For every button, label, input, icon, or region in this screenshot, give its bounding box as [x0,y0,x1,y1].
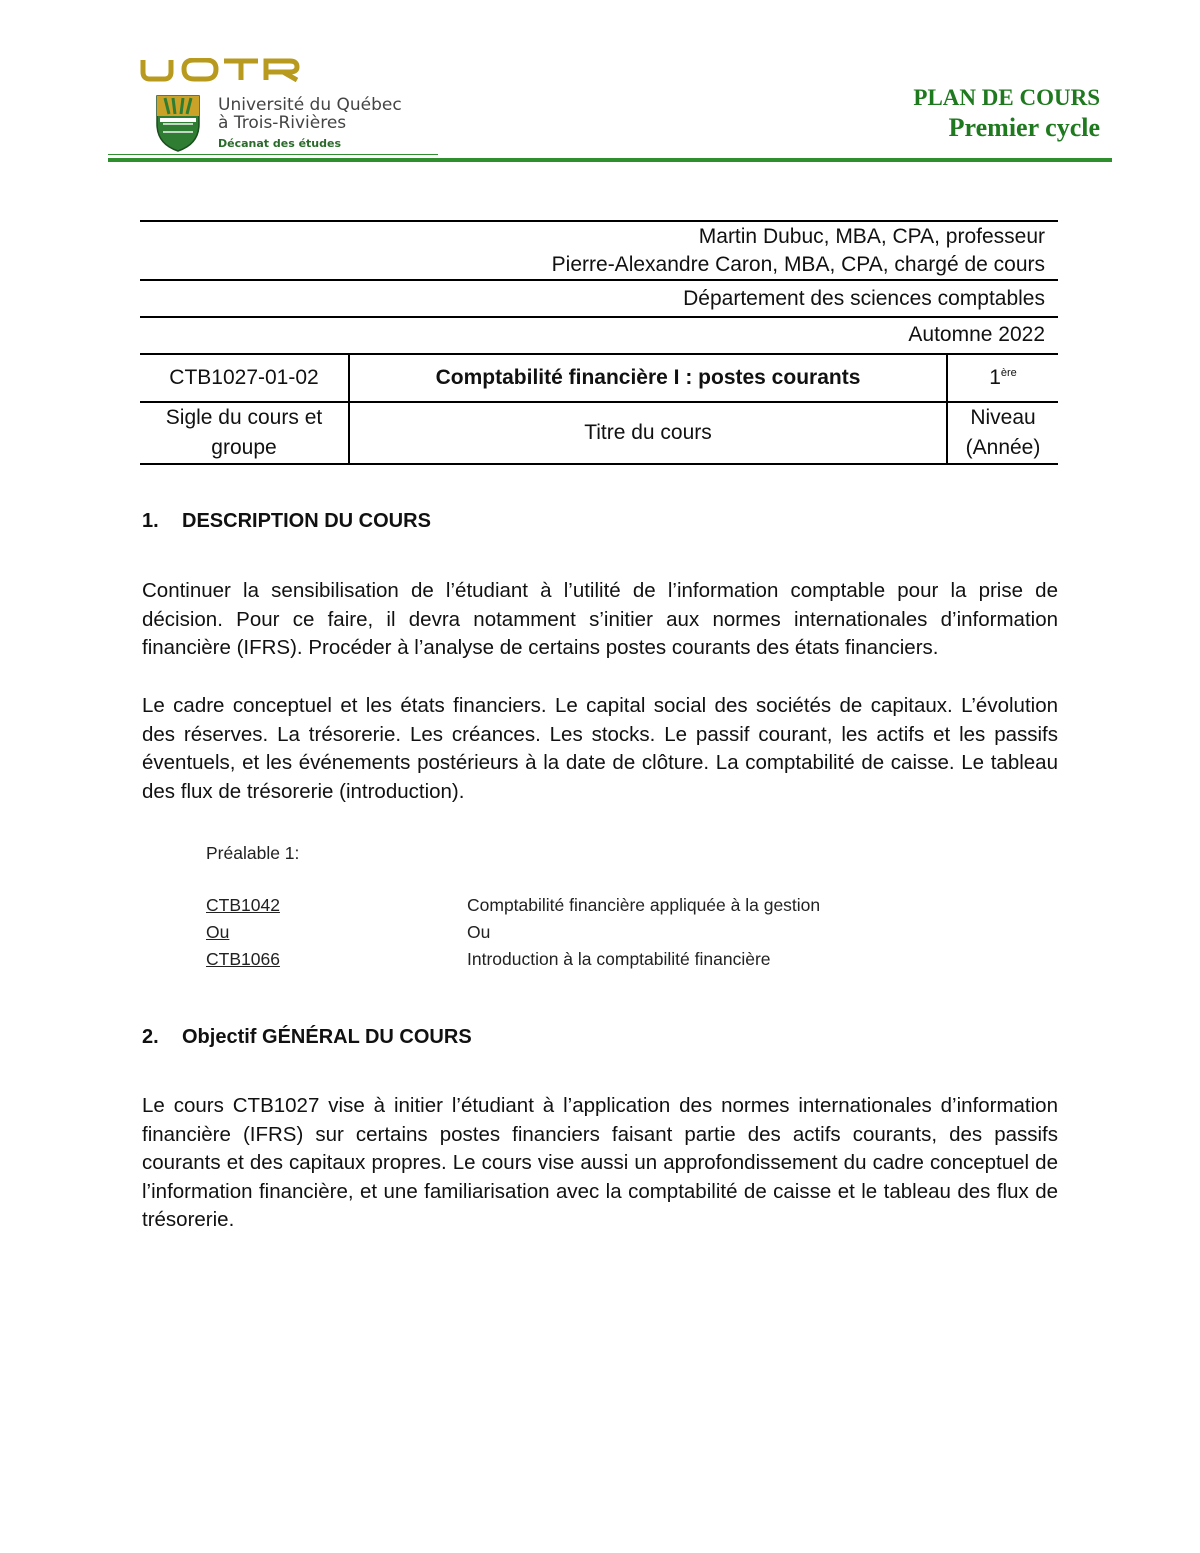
prerequisite-code-1[interactable]: CTB1042 [206,895,280,915]
prerequisite-desc-1: Comptabilité financière appliquée à la gestion [467,895,821,915]
uqtr-wordmark [140,58,300,82]
logo-text [140,58,141,59]
course-level-suffix: ère [1000,367,1017,379]
document-type: PLAN DE COURS [913,85,1100,110]
document-title-block [913,84,1100,144]
section-2-paragraph-1: Le cours CTB1027 vise à initier l’étudiant à l’application des normes internationales d’information financière (IFRS) sur certains postes financiers faisant partie des actifs courants, des passifs courants et des capitaux propres. Le cours vise aussi un approfondissement du cadre conceptuel de l’information financière, et une familiarisation avec la comptabilité de caisse et le tableau des flux de trésorerie. [142,1094,1058,1232]
university-line1: Université du Québec [218,95,402,115]
label-level-line1: Niveau [970,406,1036,429]
department: Département des sciences comptables [683,287,1045,310]
label-level-line2: (Année) [965,436,1041,459]
course-table [140,353,1058,465]
course-labels-row [140,402,1058,464]
header-divider-thin [108,154,438,155]
label-course-code [140,402,349,464]
prerequisite-desc-2: Ou [467,922,491,942]
header-divider [108,158,1112,162]
program-cycle: Premier cycle [948,113,1100,142]
label-course-code-line1: Sigle du cours et [165,406,323,429]
course-level-number: 1 [989,366,1001,389]
label-course-code-line2: groupe [211,436,277,459]
rule-after-department [140,316,1058,318]
rule-after-instructors [140,279,1058,281]
university-line2: à Trois-Rivières [218,113,347,133]
course-row [140,354,1058,402]
section-2-number: 2. [142,1026,159,1048]
crest-icon [155,94,201,152]
office-name: Décanat des études [218,137,342,150]
section-2-heading [142,1026,472,1049]
section-1-paragraph-2: Le cadre conceptuel et les états financiers. Le capital social des sociétés de capitaux. L’évolution des réserves. La trésorerie. Les créances. Les stocks. Le passif courant, les actifs et les passifs éventuels, et les événements postérieurs à la date de clôture. La comptabilité de caisse. Le tableau des flux de trésorerie (introduction). [142,694,1058,803]
section-1-heading [142,510,431,533]
course-title: Comptabilité financière I : postes courants [349,354,947,402]
prerequisite-code-3[interactable]: CTB1066 [206,949,280,969]
course-level [947,354,1058,402]
prerequisite-desc-3: Introduction à la comptabilité financière [467,949,771,969]
section-1-number: 1. [142,510,159,532]
session: Automne 2022 [908,323,1045,346]
prerequisite-code-2: Ou [206,922,230,942]
label-course-title: Titre du cours [349,402,947,464]
instructor-2: Pierre-Alexandre Caron, MBA, CPA, chargé de cours [551,253,1045,276]
university-name [218,96,402,132]
label-level [947,402,1058,464]
prerequisite-label: Préalable 1: [206,843,300,863]
instructor-1: Martin Dubuc, MBA, CPA, professeur [698,225,1045,248]
section-1-paragraph-1: Continuer la sensibilisation de l’étudiant à l’utilité de l’information comptable pour la prise de décision. Pour ce faire, il devra notamment s’initier aux normes internationales d’information financière (IFRS). Procéder à l’analyse de certains postes courants des états financiers. [142,579,1058,660]
rule-top [140,220,1058,222]
section-1-title: DESCRIPTION DU COURS [182,510,431,532]
section-2-title: Objectif GÉNÉRAL DU COURS [182,1026,472,1048]
course-code: CTB1027-01-02 [140,354,349,402]
